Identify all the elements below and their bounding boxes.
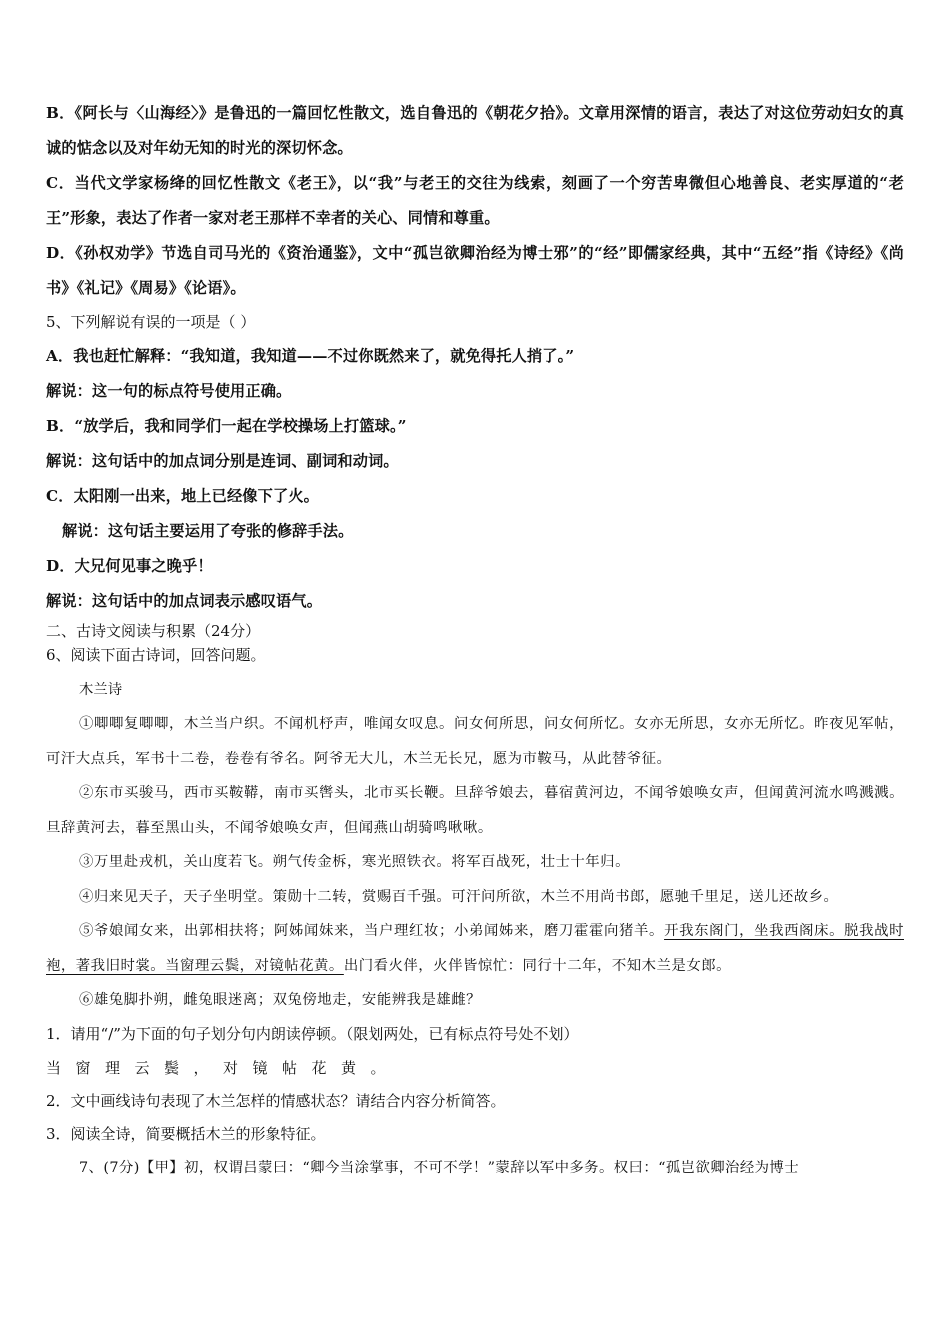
poem-title: 木兰诗: [79, 682, 123, 698]
q5-option-a-explanation: 解说：这一句的标点符号使用正确。: [46, 382, 292, 400]
q5-option-a: A．我也赶忙解释：“我知道，我知道——不过你既然来了，就免得托人捎了。”: [46, 347, 575, 365]
q6-pause-line: 当窗理云鬓，对镜帖花黄。: [46, 1058, 401, 1077]
section-title: 二、古诗文阅读与积累（24分）: [46, 622, 261, 640]
q5-option-c-explanation: 解说：这句话主要运用了夸张的修辞手法。: [62, 522, 354, 540]
q5-option-d: D．大兄何见事之晚乎！: [46, 557, 213, 575]
poem-underlined-lines: 开我东阁门，坐我西阁床。脱我战时袍，著我旧时裳。当窗理云鬓，对镜帖花黄。: [46, 923, 904, 974]
poem-stanza-5: [46, 914, 904, 983]
document-content: [46, 96, 904, 1185]
q5-option-c: C．太阳刚一出来，地上已经像下了火。: [46, 487, 319, 505]
q6-stem: 6、阅读下面古诗词，回答问题。: [46, 646, 266, 664]
q6-subquestion-2: 2．文中画线诗句表现了木兰怎样的情感状态？请结合内容分析简答。: [46, 1091, 506, 1110]
q5-option-d-explanation: 解说：这句话中的加点词表示感叹语气。: [46, 592, 323, 610]
q5-option-b: B．“放学后，我和同学们一起在学校操场上打篮球。”: [46, 417, 407, 435]
poem-stanza-6: ⑥雄兔脚扑朔，雌兔眼迷离；双兔傍地走，安能辨我是雄雌？: [79, 992, 482, 1008]
poem-stanza-2: ②东市买骏马，西市买鞍鞯，南市买辔头，北市买长鞭。旦辞爷娘去，暮宿黄河边，不闻爷娘唤女声，但闻黄河流水鸣溅溅。旦辞黄河去，暮至黑山头，不闻爷娘唤女声，但闻燕山胡骑鸣啾啾。: [46, 785, 904, 836]
q5-stem: 5、下列解说有误的一项是（ ）: [46, 313, 256, 331]
q4-option-c: C．当代文学家杨绛的回忆性散文《老王》，以“我”与老王的交往为线索，刻画了一个穷苦卑微但心地善良、老实厚道的“老王”形象，表达了作者一家对老王那样不幸者的关心、同情和尊重。: [46, 174, 904, 227]
q7-text: 7、(7分)【甲】初，权谓吕蒙曰：“卿今当涂掌事，不可不学！”蒙辞以军中多务。权曰：“孤岂欲卿治经为博士: [79, 1159, 799, 1176]
q4-option-b: B．《阿长与〈山海经〉》是鲁迅的一篇回忆性散文，选自鲁迅的《朝花夕拾》。文章用深情的语言，表达了对这位劳动妇女的真诚的惦念以及对年幼无知的时光的深切怀念。: [46, 104, 904, 157]
poem-stanza-5-part-a: ⑤爷娘闻女来，出郭相扶将；阿姊闻妹来，当户理红妆；小弟闻姊来，磨刀霍霍向猪羊。: [79, 923, 665, 939]
poem-stanza-3: ③万里赴戎机，关山度若飞。朔气传金柝，寒光照铁衣。将军百战死，壮士十年归。: [79, 854, 630, 870]
q4-option-d: D．《孙权劝学》节选自司马光的《资治通鉴》，文中“孤岂欲卿治经为博士邪”的“经”即儒家经典，其中“五经”指《诗经》《尚书》《礼记》《周易》《论语》。: [46, 244, 904, 297]
q6-subquestion-1: 1．请用“/”为下面的句子划分句内朗读停顿。（限划两处，已有标点符号处不划）: [46, 1024, 579, 1043]
poem-stanza-5-part-b: 出门看火伴，火伴皆惊忙：同行十二年，不知木兰是女郎。: [343, 957, 731, 974]
q5-option-b-explanation: 解说：这句话中的加点词分别是连词、副词和动词。: [46, 452, 399, 470]
q6-subquestion-3: 3．阅读全诗，简要概括木兰的形象特征。: [46, 1124, 326, 1143]
poem-stanza-4: ④归来见天子，天子坐明堂。策勋十二转，赏赐百千强。可汗问所欲，木兰不用尚书郎，愿驰千里足，送儿还故乡。: [79, 888, 839, 905]
poem-stanza-1: ①唧唧复唧唧，木兰当户织。不闻机杼声，唯闻女叹息。问女何所思，问女何所忆。女亦无所思，女亦无所忆。昨夜见军帖，可汗大点兵，军书十二卷，卷卷有爷名。阿爷无大儿，木兰无长兄，愿为市鞍马，从此替爷征。: [46, 716, 904, 767]
